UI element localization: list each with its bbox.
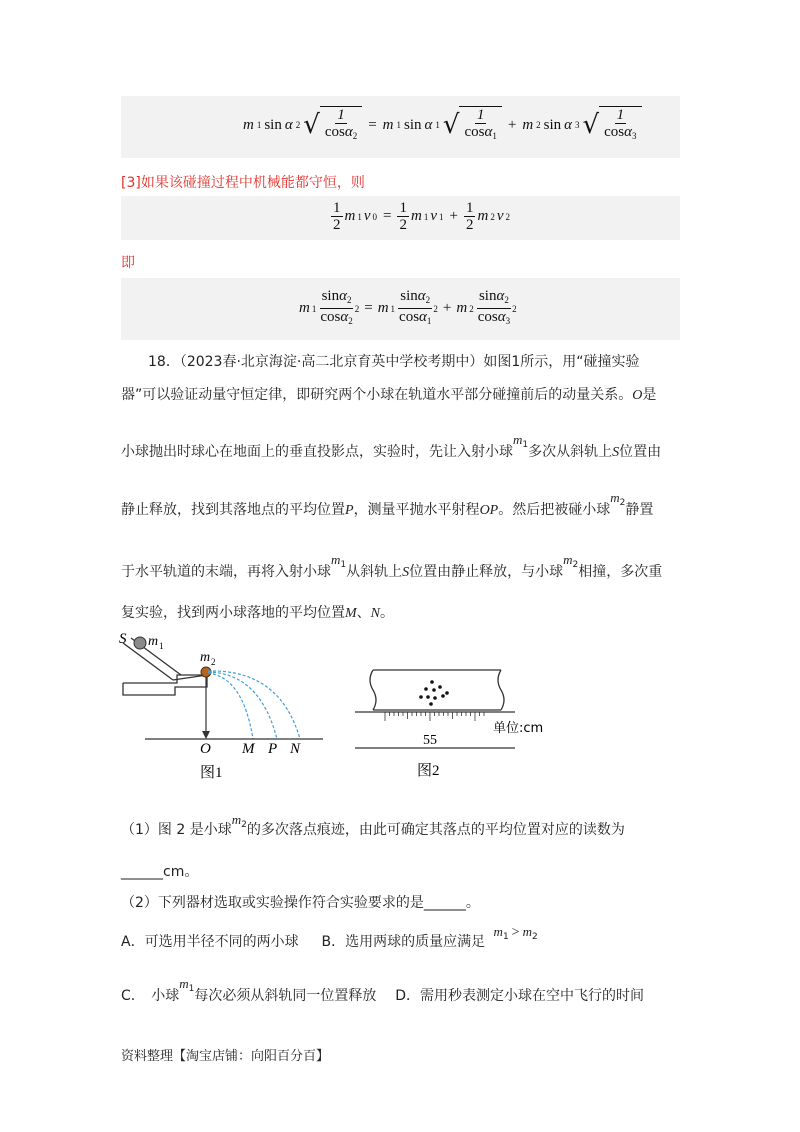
paper-left-wave [370,670,376,710]
landing-dot [445,691,449,695]
track-base [123,675,207,695]
trajectory-M [208,673,253,739]
trajectory-N [208,671,300,739]
problem-source: （2023春·北京海淀·高二北京育英中学校考期中） [179,354,484,370]
label-S: S [119,631,127,647]
ball-m1 [134,637,146,649]
paper-right-wave [498,670,504,710]
problem-line-4: 静止释放，找到其落地点的平均位置P，测量平抛水平射程OP。然后把被碰小球$m^2$静置 [121,490,654,518]
problem-number: 18． [148,354,180,370]
question-2: （2）下列器材选取或实验操作符合实验要求的是______。 [121,895,480,911]
landing-dot [432,688,436,692]
plumb-arrow [202,731,210,739]
landing-dot [438,685,442,689]
ruler-ticks [385,712,484,721]
figure-2-caption: 图2 [417,763,440,779]
problem-line-6: 复实验，找到两小球落地的平均位置M、N。 [121,605,395,621]
option-C-D [121,976,645,1011]
formula-box-1 [121,96,680,158]
formula-box-3 [121,278,680,340]
answer-blank-2[interactable]: ______ [423,895,466,911]
landing-dot [441,694,445,698]
landing-dot [419,695,423,699]
problem-line-2: 器”可以验证动量守恒定律，即研究两个小球在轨道水平部分碰撞前后的动量关系。O是 [121,387,657,403]
label-P: P [268,741,278,757]
option-D[interactable]: D．需用秒表测定小球在空中飞行的时间 [395,988,645,1004]
option-C[interactable]: C. 小球$m^1$每次必须从斜轨同一位置释放 [121,976,377,1004]
label-O: O [200,741,211,757]
formula-box-2 [121,196,680,240]
scale-value: 55 [423,733,437,748]
option-A-B: A．可选用半径不同的两小球 B．选用两球的质量应满足 $m^1 > m^2$ [121,924,538,950]
label-m1-sub: 1 [159,641,164,651]
momentum-equation: m 1 sin α 2 √ $\frac{1}{\cos\alpha_2}$ = m 1 sin α 1 √ $\frac{1}{\cos\alpha_1}$ + m 2 sin α 3 √ $\frac{1}{\cos\alpha_3}$ [243,106,642,144]
option-B[interactable]: B．选用两球的质量应满足 [321,934,486,950]
energy-conservation-line: [3]如果该碰撞过程中机械能都守恒，则 [121,175,365,191]
landing-dot [429,702,433,706]
problem-line-3: 小球抛出时球心在地面上的垂直投影点，实验时，先让入射小球$m^1$多次从斜轨上S位置由 [121,432,662,460]
landing-dot [426,695,430,699]
question-1-answer: ______cm。 [121,864,199,880]
label-m2: m [200,650,211,665]
trajectory-P [208,672,277,739]
final-equation: m 1 $\frac{\sin\alpha_2}{\cos\alpha_2}$ 2 = m 1 $\frac{\sin\alpha_2}{\cos\alpha_1}$ 2 + m 2 $\frac{\sin\alpha_2}{\cos\alpha_3}$ 2 [299,288,517,326]
landing-dot [424,687,428,691]
option-A[interactable]: A．可选用半径不同的两小球 [121,934,299,950]
label-M: M [242,741,255,757]
landing-dot [430,680,434,684]
landing-dots [419,680,449,706]
unit-label: 单位:cm [493,721,544,736]
label-m1: m [148,634,159,649]
landing-dot [433,696,437,700]
question-1: （1）图 2 是小球$m^2$的多次落点痕迹，由此可确定其落点的平均位置对应的读数为 [121,812,625,838]
answer-blank-1[interactable]: ______ [121,864,163,880]
problem-line-5: 于水平轨道的末端，再将入射小球$m^1$从斜轨上S位置由静止释放，与小球$m^2$相撞，多次重 [121,552,663,580]
figure-1-diagram [115,625,325,785]
energy-equation: $\frac{1}{2}$ m 1 v 0 = $\frac{1}{2}$ m 1 v 1 + $\frac{1}{2}$ m 2 v 2 [333,200,510,233]
label-N: N [290,741,301,757]
label-m2-sub: 2 [211,657,216,667]
problem-line-1: 18．（2023春·北京海淀·高二北京育英中学校考期中）如图1所示，用“碰撞实验 [148,354,640,370]
ji-label: 即 [121,255,135,271]
figure-2-diagram [355,662,565,780]
footer-note: 资料整理【淘宝店铺：向阳百分百】 [121,1049,330,1064]
figure-1-caption: 图1 [200,765,223,781]
